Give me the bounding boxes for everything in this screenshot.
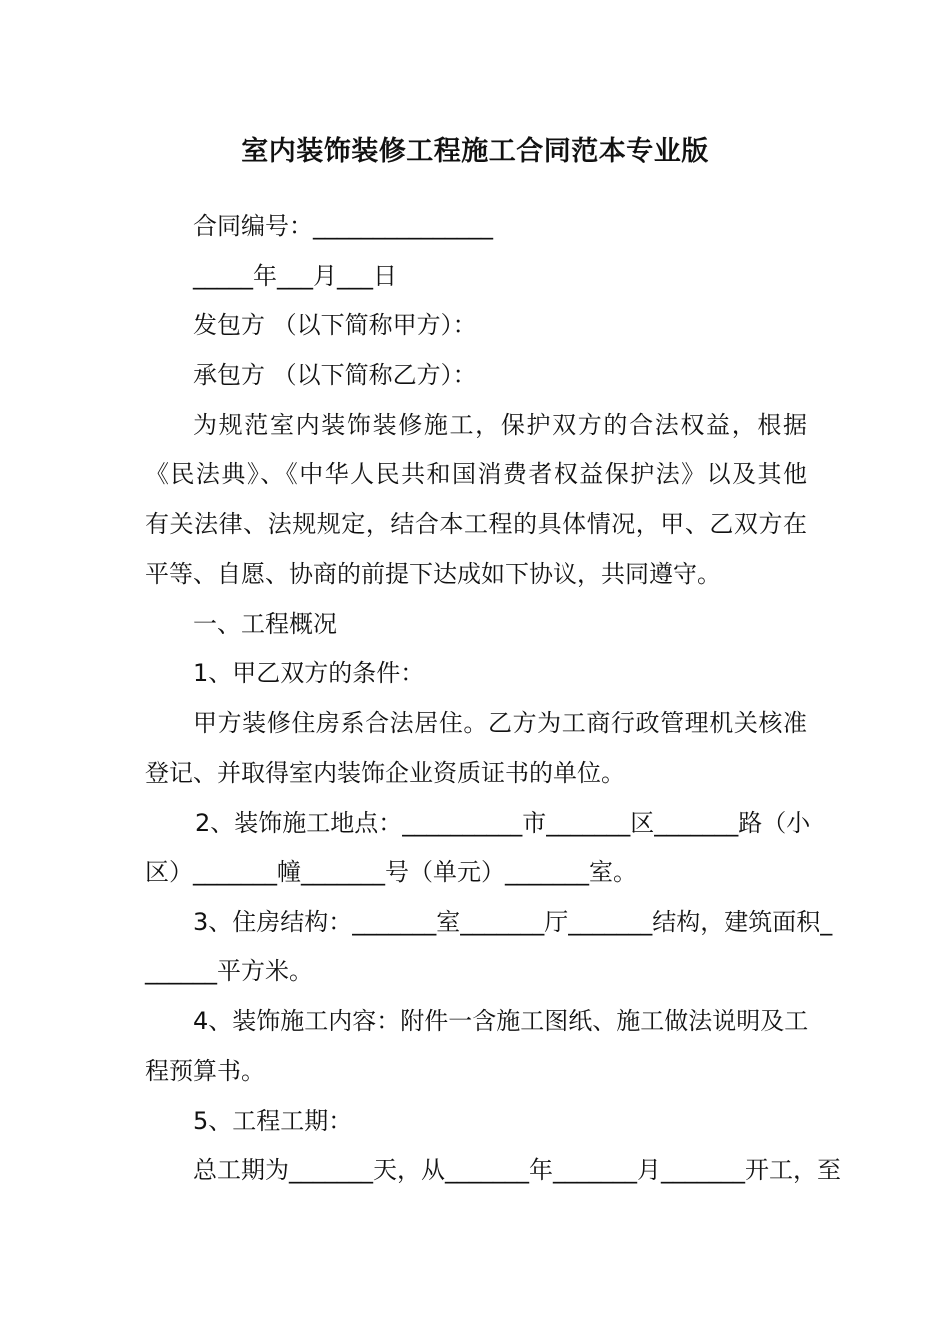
clause-2-line-2: 区）_______幢_______号（单元）_______室。 [145, 858, 637, 886]
clause-1-line-2: 登记、并取得室内装饰企业资质证书的单位。 [145, 759, 625, 787]
date-line: _____年___月___日 [193, 262, 397, 290]
clause-5-heading: 5、工程工期： [193, 1107, 353, 1135]
preamble-line-3: 有关法律、法规规定，结合本工程的具体情况，甲、乙双方在 [145, 510, 807, 538]
clause-2-line-1: 2、装饰施工地点：__________市_______区_______路（小 [195, 809, 811, 837]
clause-5-line-1: 总工期为_______天，从_______年_______月_______开工，至 [193, 1156, 841, 1184]
clause-3-line-1: 3、住房结构：_______室_______厅_______结构，建筑面积_ [193, 908, 833, 936]
preamble-line-2: 《民法典》、《中华人民共和国消费者权益保护法》以及其他 [145, 460, 807, 488]
clause-4-line-1: 4、装饰施工内容：附件一含施工图纸、施工做法说明及工 [193, 1007, 809, 1035]
section-heading: 一、工程概况 [193, 610, 337, 638]
clause-3-line-2: ______平方米。 [145, 957, 313, 985]
clause-1-heading: 1、甲乙双方的条件： [193, 659, 425, 687]
party-a-line: 发包方 （以下简称甲方）： [193, 311, 477, 339]
clause-4-line-2: 程预算书。 [145, 1057, 265, 1085]
party-b-line: 承包方 （以下简称乙方）： [193, 361, 477, 389]
preamble-line-4: 平等、自愿、协商的前提下达成如下协议，共同遵守。 [145, 560, 721, 588]
contract-title: 室内装饰装修工程施工合同范本专业版 [241, 136, 709, 167]
preamble-line-1: 为规范室内装饰装修施工，保护双方的合法权益，根据 [193, 411, 807, 439]
contract-number-line: 合同编号：_______________ [193, 212, 493, 240]
clause-1-line-1: 甲方装修住房系合法居住。乙方为工商行政管理机关核准 [193, 709, 807, 737]
